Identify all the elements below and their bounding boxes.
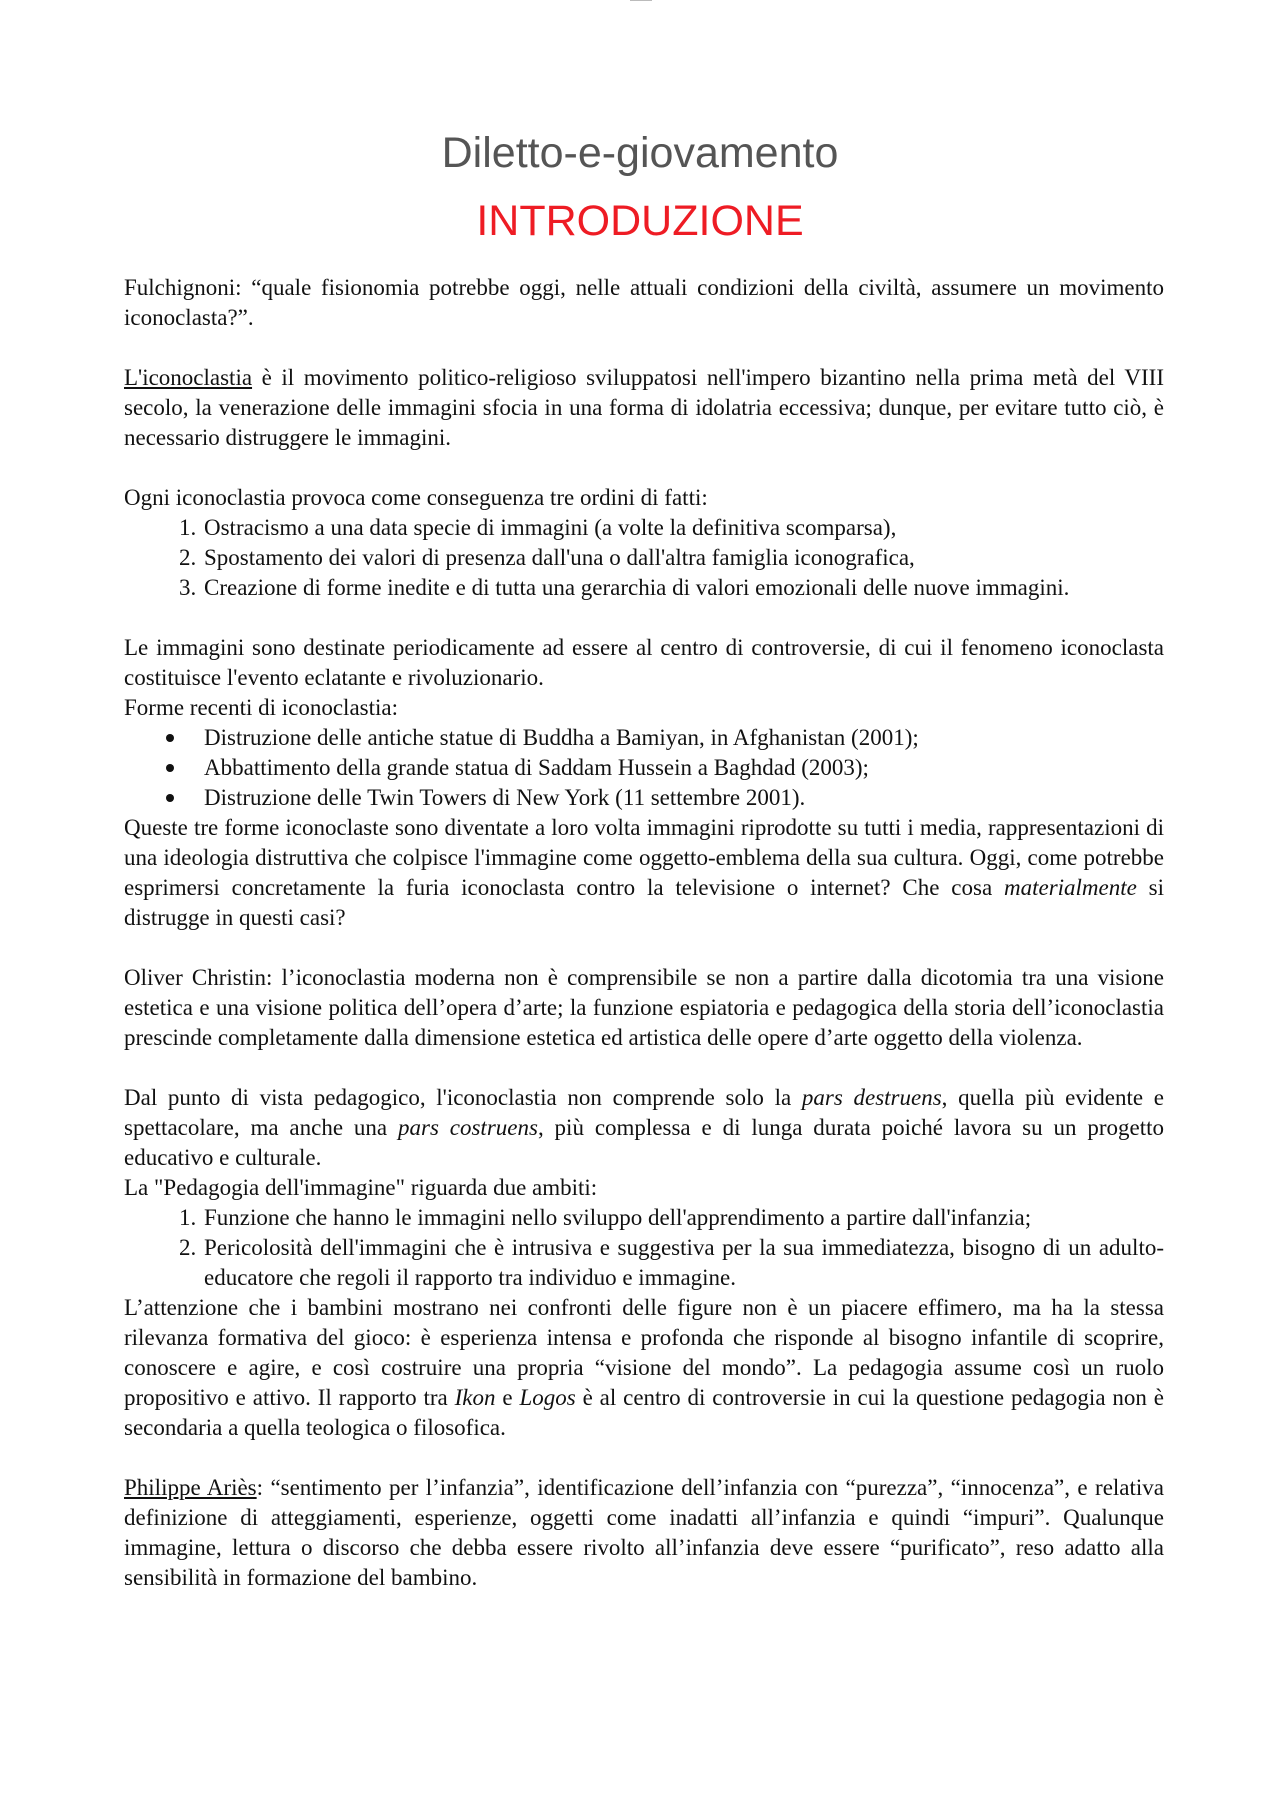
list-item-text: Abbattimento della grande statua di Saddam Hussein a Baghdad (2003);: [204, 755, 869, 780]
paragraph-media: [124, 813, 1164, 933]
paragraph-text: Dal punto di vista pedagogico, l'iconoclastia non comprende solo la: [124, 1085, 802, 1110]
paragraph-bambini: [124, 1293, 1164, 1443]
paragraph-iconoclastia: [124, 363, 1164, 453]
term-iconoclastia: L'iconoclastia: [124, 365, 253, 390]
paragraph-gap: [124, 333, 1164, 363]
paragraph-forme-recenti: Forme recenti di iconoclastia:: [124, 695, 398, 720]
emphasis-pars-costruens: pars costruens: [398, 1115, 538, 1140]
paragraph-christin: Oliver Christin: l’iconoclastia moderna non è comprensibile se non a partire dalla dicotomia tra una visione estetica e una visione politica dell’opera d’arte; la funzione espiatoria e pedagogica della storia dell’iconoclastia prescinde completamente dalla dimensione estetica ed artistica delle opere d’arte oggetto della violenza.: [124, 965, 1164, 1050]
bullet-icon: [166, 794, 174, 802]
document-body: [124, 273, 1164, 1593]
paragraph-text: è al centro di controversie in cui la questione pedagogia non è secondaria a quella teologica o filosofica.: [124, 1385, 1164, 1440]
paragraph-controversie: Le immagini sono destinate periodicamente ad essere al centro di controversie, di cui il fenomeno iconoclasta costituisce l'evento eclatante e rivoluzionario.: [124, 635, 1164, 690]
emphasis-pars-destruens: pars destruens: [801, 1085, 942, 1110]
emphasis-materialmente: materialmente: [1003, 875, 1137, 900]
paragraph-text: si distrugge in questi casi?: [124, 875, 1164, 930]
list-item: [202, 753, 1164, 783]
paragraph-ordini: Ogni iconoclastia provoca come conseguenza tre ordini di fatti:: [124, 485, 708, 510]
paragraph-text: e: [495, 1385, 520, 1410]
list-item: [202, 783, 1164, 813]
list-item: 1. Funzione che hanno le immagini nello sviluppo dell'apprendimento a partire dall'infanzia;: [202, 1203, 1164, 1233]
paragraph-text: è il movimento politico-religioso sviluppatosi nell'impero bizantino nella prima metà del VIII secolo, la venerazione delle immagini sfocia in una forma di idolatria eccessiva; dunque, per evitare tutto ciò, è necessario distruggere le immagini.: [124, 365, 1164, 450]
bullet-icon: [166, 734, 174, 742]
emphasis-logos: Logos: [519, 1385, 576, 1410]
list-item: 2. Spostamento dei valori di presenza dall'una o dall'altra famiglia iconografica,: [202, 543, 1164, 573]
bullet-list-forme: [124, 723, 1164, 813]
paragraph-text: Queste tre forme iconoclaste sono diventate a loro volta immagini riprodotte su tutti i media, rappresentazioni di una ideologia distruttiva che colpisce l'immagine come oggetto-emblema della sua cultura. Oggi, come potrebbe esprimersi concretamente la furia iconoclasta contro la televisione o internet? Che cosa: [124, 815, 1164, 900]
list-item-text: Distruzione delle antiche statue di Buddha a Bamiyan, in Afghanistan (2001);: [204, 725, 919, 750]
section-heading: INTRODUZIONE: [476, 197, 804, 245]
author-name-aries: Philippe Ariès: [124, 1475, 257, 1500]
bullet-icon: [166, 764, 174, 772]
paragraph-gap: [124, 1443, 1164, 1473]
paragraph-text: , quella più evidente e spettacolare, ma anche una: [124, 1085, 1165, 1140]
list-item: 3. Creazione di forme inedite e di tutta una gerarchia di valori emozionali delle nuove immagini.: [202, 573, 1164, 603]
paragraph-fulchignoni: Fulchignoni: “quale fisionomia potrebbe oggi, nelle attuali condizioni della civiltà, assumere un movimento iconoclasta?”.: [124, 275, 1164, 330]
list-item-text: Distruzione delle Twin Towers di New York (11 settembre 2001).: [204, 785, 806, 810]
list-item: 2. Pericolosità dell'immagini che è intrusiva e suggestiva per la sua immediatezza, bisogno di un adulto-educatore che regoli il rapporto tra individuo e immagine.: [202, 1233, 1164, 1293]
document-title: Diletto-e-giovamento: [441, 129, 839, 177]
list-item: 1. Ostracismo a una data specie di immagini (a volte la definitiva scomparsa),: [202, 513, 1164, 543]
paragraph-gap: [124, 453, 1164, 483]
paragraph-gap: [124, 1053, 1164, 1083]
numbered-list-fatti: [124, 513, 1164, 603]
paragraph-text: L’attenzione che i bambini mostrano nei confronti delle figure non è un piacere effimero, ma ha la stessa rilevanza formativa del gioco: è esperienza intensa e profonda che risponde al bisogno infantile di scoprire, conoscere e agire, e così costruire una propria “visione del mondo”. La pedagogia assume così un ruolo propositivo e attivo. Il rapporto tra: [124, 1295, 1164, 1410]
paragraph-gap: [124, 933, 1164, 963]
paragraph-aries: [124, 1473, 1164, 1593]
paragraph-gap: [124, 603, 1164, 633]
paragraph-pedagogia-immagine: La "Pedagogia dell'immagine" riguarda due ambiti:: [124, 1175, 598, 1200]
numbered-list-ambiti: [124, 1203, 1164, 1293]
page-header-mark: [630, 0, 652, 3]
paragraph-text: , più complessa e di lunga durata poiché lavora su un progetto educativo e culturale.: [124, 1115, 1165, 1170]
list-item: [202, 723, 1164, 753]
emphasis-ikon: Ikon: [454, 1385, 496, 1410]
paragraph-text: : “sentimento per l’infanzia”, identificazione dell’infanzia con “purezza”, “innocenza”, e relativa definizione di atteggiamenti, esperienze, oggetti come inadatti all’infanzia e quindi “impuri”. Qualunque immagine, lettura o discorso che debba essere rivolto all’infanzia deve essere “purificato”, reso adatto alla sensibilità in formazione del bambino.: [124, 1475, 1164, 1590]
paragraph-pedagogico: [124, 1083, 1164, 1173]
